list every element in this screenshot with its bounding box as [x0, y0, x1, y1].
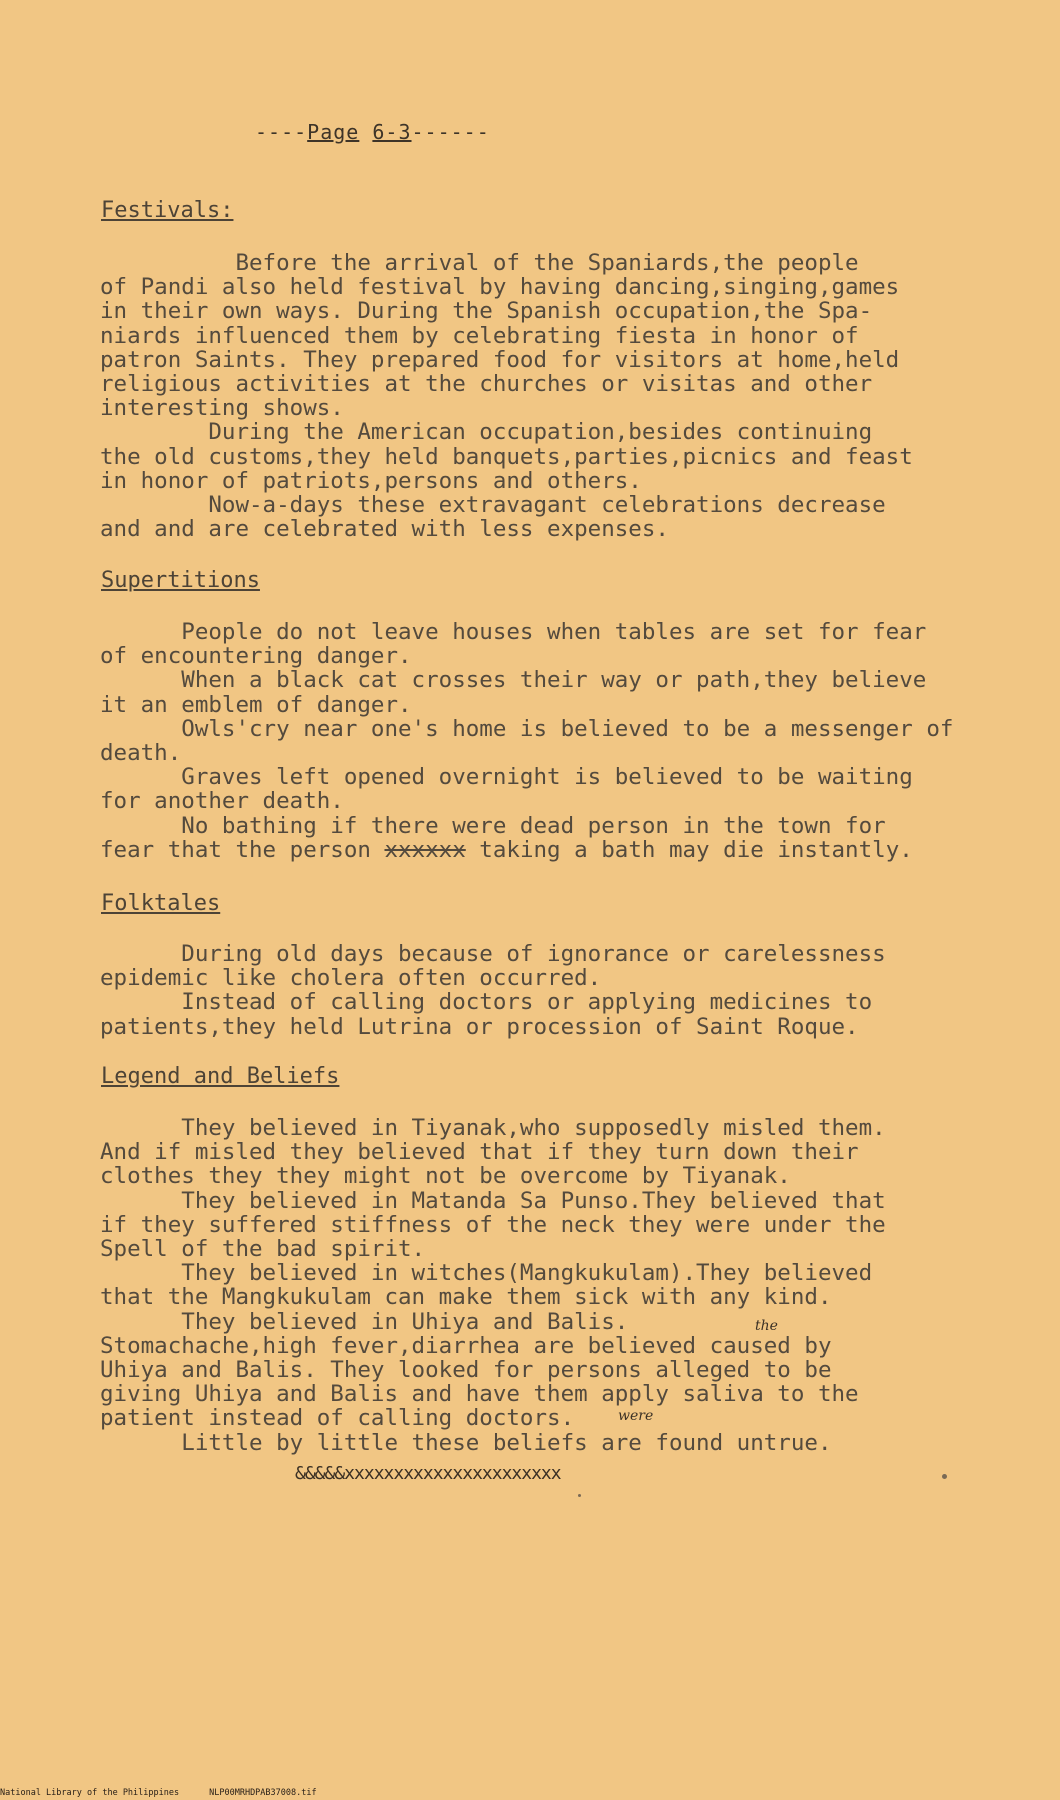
folktales-title: Folktales — [101, 891, 221, 916]
superstitions-body: People do not leave houses when tables are set for fear of encountering danger. When a black cat crosses their way or path,they believe it an emblem of danger. Owls'cry near one's home is believed to be a messenger of death. Graves left opened overnight is believed to be waiting for another death. No bathing if there were dead person in the town for — [100, 619, 954, 839]
festivals-title: Festivals: — [101, 198, 234, 223]
footer-file: NLP00MRHDPAB37008.tif — [209, 1788, 317, 1798]
ink-dot — [942, 1474, 947, 1479]
folktales-body: During old days because of ignorance or carelessness epidemic like cholera often occurred. Instead of calling doctors or applying medicines to patients,they held Lutrina or procession of Saint Roque. — [100, 941, 886, 1040]
ink-dot — [578, 1494, 581, 1497]
footer — [0, 1788, 1060, 1798]
footer-library: National Library of the Philippines — [0, 1788, 180, 1798]
superstitions-last-line: fear that the person xxxxxx taking a bath may die instantly. — [100, 837, 913, 863]
handwritten-the: the — [755, 1318, 778, 1334]
legends-body: They believed in Tiyanak,who supposedly misled them. And if misled they believed that if they turn down their clothes they they might not be overcome by Tiyanak. They believed in Matanda Sa Punso.They believed that if they suffered stiffness of the neck they were under the Spell of the bad spirit. They believed in witches(Mangkukulam).They believed that the Mangkukulam can make them sick with any kind. They believed in Uhiya and Balis. Stomachache,high fever,diarrhea are believed caused by Uhiya and Balis. They looked for persons alleged to be giving Uhiya and Balis and have them apply saliva to the patient instead of calling doctors. Little by little these beliefs are found untrue. — [100, 1115, 886, 1456]
closing-strikeout: &&&&&xxxxxxxxxxxxxxxxxxxxxx — [295, 1463, 561, 1484]
page-number-label: Page — [307, 120, 360, 144]
legends-title: Legend and Beliefs — [101, 1064, 340, 1089]
handwritten-were: were — [618, 1408, 654, 1424]
page-header: ----Page 6-3------ — [255, 120, 490, 144]
page-number: 6-3 — [372, 120, 412, 144]
struck-word: xxxxxx — [384, 837, 466, 863]
superstitions-title: Supertitions — [101, 568, 260, 593]
festivals-body: Before the arrival of the Spaniards,the people of Pandi also held festival by having dancing,singing,games in their own ways. During the Spanish occupation,the Spa- niards influenced them by celebrating fiesta in honor of patron Saints. They prepared food for visitors at home,held religious activities at the churches or visitas and other interesting shows. During the American occupation,besides continuing the old customs,they held banquets,parties,picnics and feast in honor of patriots,persons and others. Now-a-days these extravagant celebrations decrease and and are celebrated with less expenses. — [100, 250, 913, 543]
